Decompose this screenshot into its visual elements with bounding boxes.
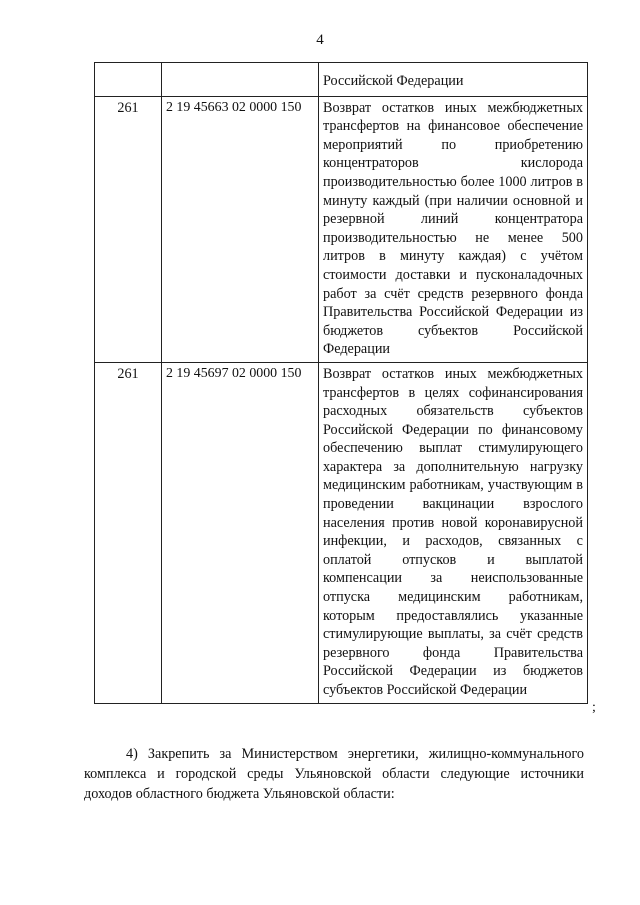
body-paragraph: 4) Закрепить за Министерством энергетики, жилищно-коммунального комплекса и городской среды Ульяновской области следующие источники доходов областного бюджета Ульяновской области: xyxy=(84,746,584,802)
admin-code-cell: 261 xyxy=(95,96,162,362)
table-end-semicolon: ; xyxy=(592,700,596,715)
budget-code-cell: 2 19 45697 02 0000 150 xyxy=(162,362,319,703)
page-number: 4 xyxy=(316,32,324,48)
revenue-name-cell: Возврат остатков иных межбюджетных трансфертов в целях софинансирования расходных обязательств субъектов Российской Федерации по финансовому обеспечению выплат стимулирующего характера за дополнительную нагрузку медицинским работникам, участвующим в проведении вакцинации взрослого населения против новой коронавирусной инфекции, и расходов, связанных с оплатой отпусков и выплатой компенсации за неиспользованные отпуска медицинским работникам, которым предоставлялись указанные стимулирующие выплаты, за счёт средств резервного фонда Правительства Российской Федерации из бюджетов субъектов Российской Федерации xyxy=(319,362,588,703)
table-row xyxy=(95,96,588,362)
budget-code-cell: 2 19 45663 02 0000 150 xyxy=(162,96,319,362)
table-row xyxy=(95,362,588,703)
revenue-sources-table xyxy=(94,62,588,704)
admin-code-cell: 261 xyxy=(95,362,162,703)
revenue-name-cell: Российской Федерации xyxy=(319,63,588,97)
budget-code-cell xyxy=(162,63,319,97)
admin-code-cell xyxy=(95,63,162,97)
revenue-name-cell: Возврат остатков иных межбюджетных трансфертов на финансовое обеспечение мероприятий по приобретению концентраторов кислорода производительностью более 1000 литров в минуту каждый (при наличии основной и резервной линий концентратора производительностью не менее 500 литров в минуту каждая) с учётом стоимости доставки и пусконаладочных работ за счёт средств резервного фонда Правительства Российской Федерации из бюджетов субъектов Российской Федерации xyxy=(319,96,588,362)
table-row-continuation xyxy=(95,63,588,97)
